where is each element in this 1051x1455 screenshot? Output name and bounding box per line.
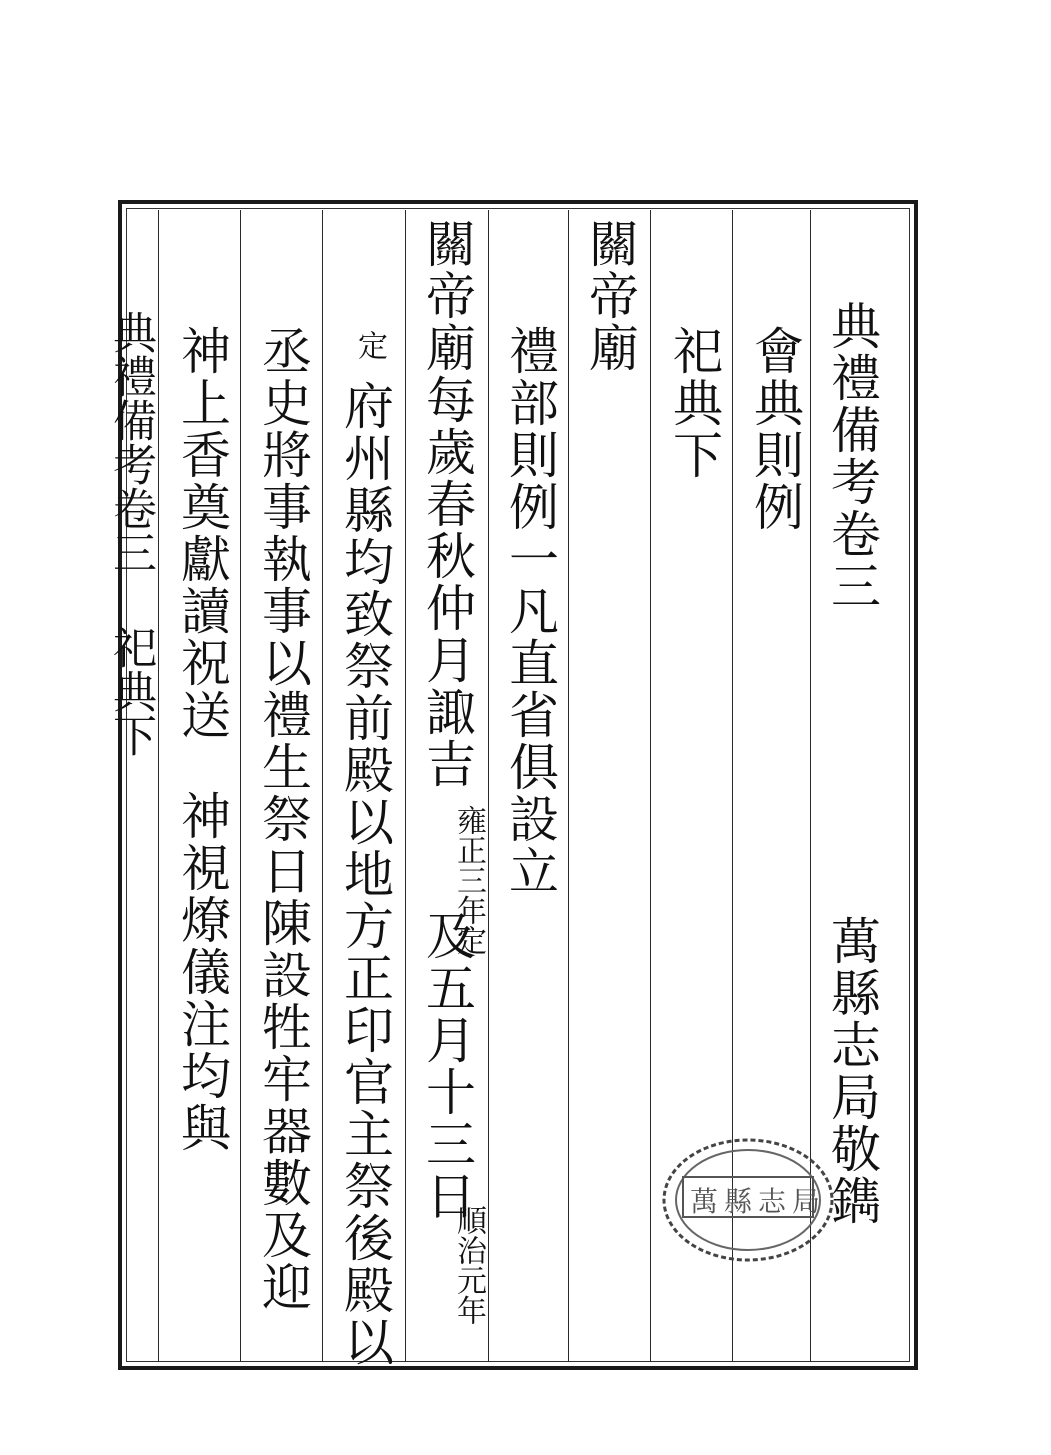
temple-heading: 關帝廟	[581, 218, 639, 374]
chapter-heading: 祀典下	[665, 325, 723, 481]
annotation-note: 順治元年	[451, 1205, 486, 1325]
text-column: 神上香奠獻讀祝送	[173, 325, 231, 741]
column-rule	[650, 210, 651, 1362]
text-column: 神視燎儀注均與	[173, 790, 231, 1154]
annotation-note: 雍正三年定	[451, 805, 486, 955]
book-title: 典禮備考卷三	[823, 300, 881, 612]
publisher-line: 萬縣志局敬鐫	[823, 915, 881, 1227]
text-column: 關帝廟每歲春秋仲月諏吉	[418, 218, 476, 790]
seal-text: 萬縣志局	[690, 1185, 827, 1218]
column-rule	[488, 210, 489, 1362]
annotation-note: 定	[352, 330, 387, 360]
column-rule	[568, 210, 569, 1362]
column-rule	[405, 210, 406, 1362]
text-column: 丞史將事執事以禮生祭日陳設牲牢器數及迎	[254, 325, 312, 1313]
column-rule	[240, 210, 241, 1362]
text-column: 禮部則例一凡直省俱設立	[501, 325, 559, 897]
column-rule	[322, 210, 323, 1362]
spine-text: 典禮備考卷三 祀典下	[105, 310, 156, 757]
text-column: 及五月十三日	[418, 910, 476, 1222]
column-rule	[158, 210, 159, 1362]
text-column: 府州縣均致祭前殿以地方正印官主祭後殿以	[336, 380, 394, 1368]
section-heading: 會典則例	[746, 325, 804, 533]
